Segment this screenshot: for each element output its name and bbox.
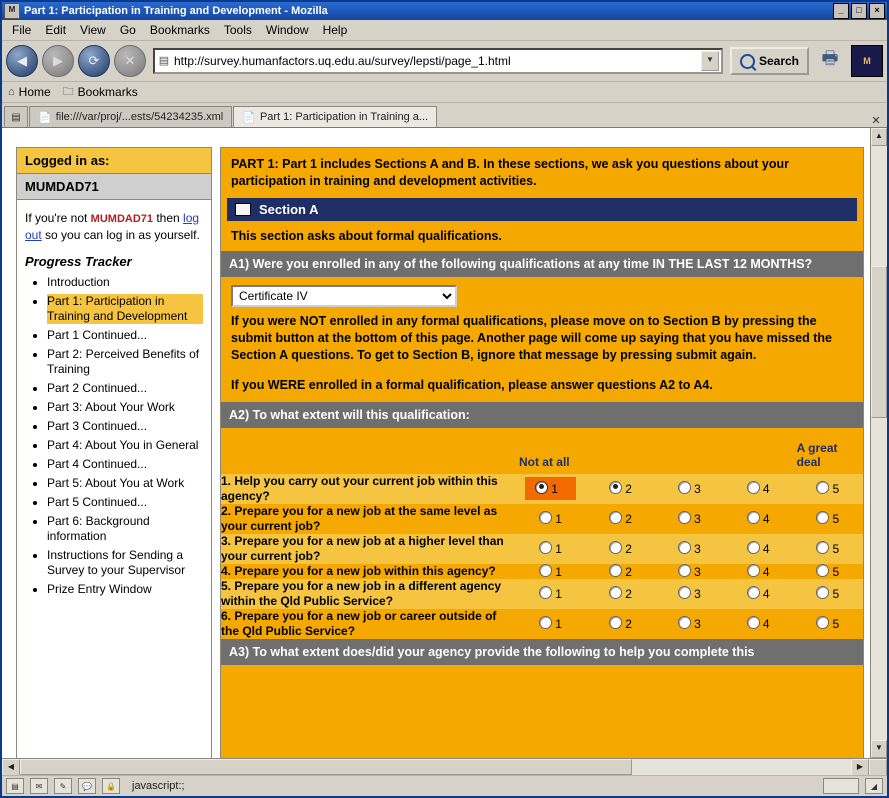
radio-icon[interactable] xyxy=(678,541,691,554)
row-2-option-4-label: 4 xyxy=(762,512,770,527)
tab-list-icon[interactable]: ▤ xyxy=(4,106,28,127)
scroll-up-button[interactable]: ▲ xyxy=(871,128,887,146)
forward-button[interactable]: ▶ xyxy=(42,45,74,77)
table-row xyxy=(221,609,863,639)
bookmark-home[interactable] xyxy=(8,85,51,99)
menu-bar xyxy=(2,20,887,41)
window-controls xyxy=(833,3,885,19)
menu-window[interactable]: Window xyxy=(265,23,309,37)
a1-select-wrap xyxy=(221,277,863,311)
close-button[interactable]: × xyxy=(869,3,885,19)
row-4-option-5[interactable] xyxy=(793,564,863,579)
row-3-option-2[interactable] xyxy=(586,534,655,564)
status-progress xyxy=(823,778,859,794)
row-2-question: 2. Prepare you for a new job at the same level as your current job? xyxy=(221,503,498,533)
radio-icon[interactable] xyxy=(747,616,760,629)
row-1-option-3-label: 3 xyxy=(694,482,701,497)
radio-icon[interactable] xyxy=(678,564,691,577)
table-row xyxy=(221,579,863,609)
row-3-option-2-label: 2 xyxy=(625,542,632,557)
minimize-button[interactable]: _ xyxy=(833,3,849,19)
tab-xml-file[interactable] xyxy=(29,106,232,127)
row-3-option-4-label: 4 xyxy=(762,542,770,557)
url-input[interactable]: http://survey.humanfactors.uq.edu.au/survey/lepsti/page_1.html xyxy=(174,54,511,68)
row-5-option-4-label: 4 xyxy=(762,587,770,602)
search-button[interactable] xyxy=(730,47,809,75)
row-3-option-5-label: 5 xyxy=(832,542,840,557)
row-5-question: 5. Prepare you for a new job in a different agency within the Qld Public Service? xyxy=(221,578,502,608)
tab-xml-file-label: file:///var/proj/...ests/54234235.xml xyxy=(55,111,224,123)
row-4-option-3[interactable] xyxy=(655,564,724,579)
row-5-option-2-label: 2 xyxy=(625,587,632,602)
row-4-option-4-label: 4 xyxy=(762,564,770,579)
row-1-option-2[interactable] xyxy=(586,474,655,504)
row-4-option-4[interactable] xyxy=(724,564,793,579)
row-2-option-5-label: 5 xyxy=(832,512,840,527)
scroll-right-button[interactable]: ▶ xyxy=(851,759,869,777)
row-6-question: 6. Prepare you for a new job or career outside of the Qld Public Service? xyxy=(221,608,497,638)
radio-icon[interactable] xyxy=(678,481,691,494)
row-1-option-4[interactable] xyxy=(724,474,793,504)
row-6-option-1-label: 1 xyxy=(555,617,562,632)
row-1-option-5[interactable] xyxy=(793,474,863,504)
document-status-icon[interactable]: ▤ xyxy=(6,778,24,794)
radio-icon[interactable] xyxy=(816,511,829,524)
content-area xyxy=(2,128,887,758)
radio-icon[interactable] xyxy=(539,564,552,577)
notice-username: MUMDAD71 xyxy=(90,213,154,225)
section-a-label: Section A xyxy=(259,201,319,217)
sidebar-item-supervisor-instructions[interactable]: • Instructions for Sending a Survey to your Supervisor xyxy=(47,548,203,578)
menu-bookmarks[interactable]: Bookmarks xyxy=(149,23,210,37)
radio-icon[interactable] xyxy=(747,511,760,524)
row-2-option-2-label: 2 xyxy=(625,512,632,527)
sidebar-item-prize-entry[interactable]: • Prize Entry Window xyxy=(47,582,203,597)
table-row xyxy=(221,564,863,579)
sidebar-item-part6[interactable]: • Part 6: Background information xyxy=(47,514,203,544)
sidebar-item-part5[interactable]: • Part 5: About You at Work xyxy=(47,476,203,491)
survey-panel xyxy=(220,147,864,758)
radio-icon[interactable] xyxy=(609,511,622,524)
radio-icon[interactable] xyxy=(816,481,829,494)
progress-tracker-title: Progress Tracker xyxy=(25,254,132,270)
row-4-option-1[interactable] xyxy=(515,564,586,579)
sidebar-item-part1-continued[interactable]: • Part 1 Continued... xyxy=(47,328,203,343)
row-3-option-1-label: 1 xyxy=(555,542,562,557)
horizontal-scroll-thumb[interactable] xyxy=(20,759,632,775)
menu-view[interactable]: View xyxy=(80,23,106,37)
stop-button[interactable]: ✕ xyxy=(114,45,146,77)
row-2-option-3[interactable] xyxy=(655,504,724,534)
row-2-option-1-label: 1 xyxy=(555,512,562,527)
vertical-scroll-track[interactable] xyxy=(871,146,887,740)
row-5-option-4[interactable] xyxy=(724,579,793,609)
row-5-option-2[interactable] xyxy=(586,579,655,609)
page-viewport xyxy=(2,128,870,758)
notice-post: so you can log in as yourself. xyxy=(41,227,200,242)
row-2-option-5[interactable] xyxy=(793,504,863,534)
row-4-question: 4. Prepare you for a new job within this agency? xyxy=(221,563,496,578)
note-were-enrolled: If you WERE enrolled in a formal qualification, please answer questions A2 to A4. xyxy=(231,377,713,392)
close-tab-button[interactable]: ✕ xyxy=(871,115,881,127)
tab-part1-label: Part 1: Participation in Training a... xyxy=(259,111,429,123)
scroll-left-button[interactable]: ◀ xyxy=(2,759,20,777)
row-2-option-2[interactable] xyxy=(586,504,655,534)
horizontal-scrollbar[interactable] xyxy=(2,758,887,775)
chevron-down-icon[interactable]: ▼ xyxy=(701,51,719,71)
bookmark-bookmarks[interactable] xyxy=(63,83,138,102)
row-4-option-1-label: 1 xyxy=(555,564,562,579)
radio-icon[interactable] xyxy=(678,511,691,524)
row-5-option-1-label: 1 xyxy=(555,587,562,602)
sidebar-notice xyxy=(17,200,211,611)
row-6-option-3-label: 3 xyxy=(694,617,701,632)
row-1-option-1[interactable] xyxy=(515,474,586,504)
radio-icon[interactable] xyxy=(609,564,622,577)
sidebar-item-part3-continued[interactable]: • Part 3 Continued... xyxy=(47,419,203,434)
row-6-option-4[interactable] xyxy=(724,609,793,639)
row-2-option-4[interactable] xyxy=(724,504,793,534)
page-icon: ▤ xyxy=(158,55,170,67)
vertical-scrollbar[interactable] xyxy=(870,128,887,758)
radio-icon[interactable] xyxy=(816,616,829,629)
scale-low-label: Not at all xyxy=(518,455,570,470)
row-4-option-2-label: 2 xyxy=(625,564,632,579)
row-6-option-2[interactable] xyxy=(586,609,655,639)
radio-icon[interactable] xyxy=(816,586,829,599)
row-1-question: 1. Help you carry out your current job within this agency? xyxy=(221,473,498,503)
scale-high-label: A great deal xyxy=(796,441,838,470)
question-a2: A2) To what extent will this qualification: xyxy=(221,402,863,428)
radio-icon[interactable] xyxy=(678,616,691,629)
row-3-option-3[interactable] xyxy=(655,534,724,564)
username-label: MUMDAD71 xyxy=(17,174,211,200)
search-button-label: Search xyxy=(758,54,799,68)
mozilla-logo: M xyxy=(851,45,883,77)
title-bar xyxy=(2,2,887,20)
scroll-down-button[interactable]: ▼ xyxy=(871,740,887,758)
row-5-option-3[interactable] xyxy=(655,579,724,609)
sidebar-item-introduction[interactable]: • Introduction xyxy=(47,275,203,290)
scale-low-header xyxy=(515,428,586,474)
row-6-option-1[interactable] xyxy=(515,609,586,639)
matrix-header-4 xyxy=(724,428,793,474)
chat-icon[interactable]: 💬 xyxy=(78,778,96,794)
radio-icon[interactable] xyxy=(609,586,622,599)
section-a-header xyxy=(227,198,857,221)
note-not-enrolled: If you were NOT enrolled in any formal qualifications, please move on to Section B by pressing the submit button at the bottom of this page. Another page will come up saying that you have missed the Section A questions. To get to Section B, ignore that message by pressing submit again. xyxy=(231,314,832,362)
matrix-header-2 xyxy=(586,428,655,474)
navigation-toolbar xyxy=(2,41,887,82)
row-1-option-3[interactable] xyxy=(655,474,724,504)
matrix-header-row xyxy=(221,428,863,474)
row-3-option-5[interactable] xyxy=(793,534,863,564)
row-3-option-4[interactable] xyxy=(724,534,793,564)
row-3-question: 3. Prepare you for a new job at a higher level than your current job? xyxy=(221,533,504,563)
radio-icon[interactable] xyxy=(816,541,829,554)
row-2-option-3-label: 3 xyxy=(694,512,701,527)
row-5-option-5-label: 5 xyxy=(832,587,840,602)
menu-edit[interactable]: Edit xyxy=(45,23,67,37)
row-6-option-3[interactable] xyxy=(655,609,724,639)
row-1-option-1-label: 1 xyxy=(551,482,558,497)
logged-in-label: Logged in as: xyxy=(17,148,211,174)
row-6-option-2-label: 2 xyxy=(625,617,632,632)
notice-mid: then xyxy=(153,211,184,225)
row-2-option-1[interactable] xyxy=(515,504,586,534)
row-5-option-1[interactable] xyxy=(515,579,586,609)
resize-grip-icon[interactable]: ◢ xyxy=(865,778,883,794)
survey-intro: PART 1: Part 1 includes Sections A and B. In these sections, we ask you questions about your participation in training and development activities. xyxy=(221,148,863,198)
radio-icon[interactable] xyxy=(539,511,552,524)
radio-icon[interactable] xyxy=(747,564,760,577)
status-bar xyxy=(2,775,887,796)
radio-icon[interactable] xyxy=(747,481,760,494)
radio-icon[interactable] xyxy=(747,541,760,554)
sidebar-item-part3[interactable]: • Part 3: About Your Work xyxy=(47,400,203,415)
tab-bar xyxy=(2,103,887,128)
notice-pre: If you're not xyxy=(25,211,91,225)
horizontal-scroll-track[interactable] xyxy=(20,759,851,775)
row-3-option-1[interactable] xyxy=(515,534,586,564)
row-6-option-5[interactable] xyxy=(793,609,863,639)
a2-matrix xyxy=(221,428,863,639)
bookmark-bookmarks-label: Bookmarks xyxy=(77,85,138,99)
section-icon xyxy=(235,203,251,216)
reload-button[interactable]: ⟳ xyxy=(78,45,110,77)
url-bar[interactable] xyxy=(153,48,723,74)
sidebar-item-part5-continued[interactable]: • Part 5 Continued... xyxy=(47,495,203,510)
document-icon: 📄 xyxy=(38,111,52,124)
row-1-option-5-label: 5 xyxy=(832,482,840,497)
logout-link[interactable]: log out xyxy=(25,211,200,242)
row-6-option-4-label: 4 xyxy=(762,617,770,632)
radio-icon[interactable] xyxy=(678,586,691,599)
personal-toolbar xyxy=(2,82,887,103)
search-icon xyxy=(740,54,755,69)
radio-icon[interactable] xyxy=(609,541,622,554)
question-a3: A3) To what extent does/did your agency provide the following to help you complete this xyxy=(221,639,863,665)
row-3-option-3-label: 3 xyxy=(694,542,701,557)
radio-icon[interactable] xyxy=(747,586,760,599)
qualification-select[interactable] xyxy=(231,285,457,307)
row-4-option-5-label: 5 xyxy=(832,564,840,579)
page-top-spacer xyxy=(2,128,870,141)
sidebar xyxy=(16,147,212,758)
window-title: Part 1: Participation in Training and Development - Mozilla xyxy=(24,5,328,17)
row-6-option-5-label: 5 xyxy=(832,617,840,632)
security-icon[interactable]: 🔒 xyxy=(102,778,120,794)
row-4-option-3-label: 3 xyxy=(694,564,701,579)
home-icon: ⌂ xyxy=(8,86,15,98)
tab-part1[interactable] xyxy=(233,106,437,127)
menu-help[interactable]: Help xyxy=(322,23,348,37)
sidebar-item-part2-continued[interactable]: • Part 2 Continued... xyxy=(47,381,203,396)
survey-page xyxy=(2,128,870,758)
back-button[interactable]: ◀ xyxy=(6,45,38,77)
mail-icon[interactable]: ✉ xyxy=(30,778,48,794)
document-icon: 📄 xyxy=(242,111,256,124)
row-5-option-5[interactable] xyxy=(793,579,863,609)
maximize-button[interactable]: □ xyxy=(851,3,867,19)
radio-icon[interactable] xyxy=(609,616,622,629)
radio-icon[interactable] xyxy=(539,616,552,629)
row-1-option-4-label: 4 xyxy=(762,482,770,497)
menu-tools[interactable]: Tools xyxy=(223,23,252,37)
folder-icon: 🗀 xyxy=(62,85,74,98)
section-a-subtitle: This section asks about formal qualifications. xyxy=(231,228,502,243)
table-row xyxy=(221,504,863,534)
table-row xyxy=(221,474,863,504)
progress-tracker-list xyxy=(25,275,203,597)
matrix-header-3 xyxy=(655,428,724,474)
scale-high-header xyxy=(793,428,863,474)
sidebar-item-part1[interactable]: • Part 1: Participation in Training and Development xyxy=(47,294,203,324)
row-5-option-3-label: 3 xyxy=(694,587,701,602)
table-row xyxy=(221,534,863,564)
app-icon: M xyxy=(4,3,20,19)
radio-icon[interactable] xyxy=(609,481,622,494)
menu-file[interactable]: File xyxy=(12,23,32,37)
radio-icon[interactable] xyxy=(816,564,829,577)
row-4-option-2[interactable] xyxy=(586,564,655,579)
menu-go[interactable]: Go xyxy=(119,23,136,37)
matrix-header-blank xyxy=(221,428,515,474)
sidebar-item-part2[interactable]: • Part 2: Perceived Benefits of Training xyxy=(47,347,203,377)
radio-icon[interactable] xyxy=(539,586,552,599)
radio-icon[interactable] xyxy=(535,481,548,494)
question-a1: A1) Were you enrolled in any of the following qualifications at any time IN THE LAST 12 MONTHS? xyxy=(221,251,863,277)
vertical-scroll-thumb[interactable] xyxy=(871,266,887,418)
sidebar-item-part4[interactable]: • Part 4: About You in General xyxy=(47,438,203,453)
bookmark-home-label: Home xyxy=(18,85,51,99)
radio-icon[interactable] xyxy=(539,541,552,554)
print-icon[interactable]: 🖶 xyxy=(821,48,839,68)
sidebar-item-part4-continued[interactable]: • Part 4 Continued... xyxy=(47,457,203,472)
row-1-option-2-label: 2 xyxy=(625,482,632,497)
status-text: javascript:; xyxy=(132,780,185,792)
compose-icon[interactable]: ✎ xyxy=(54,778,72,794)
